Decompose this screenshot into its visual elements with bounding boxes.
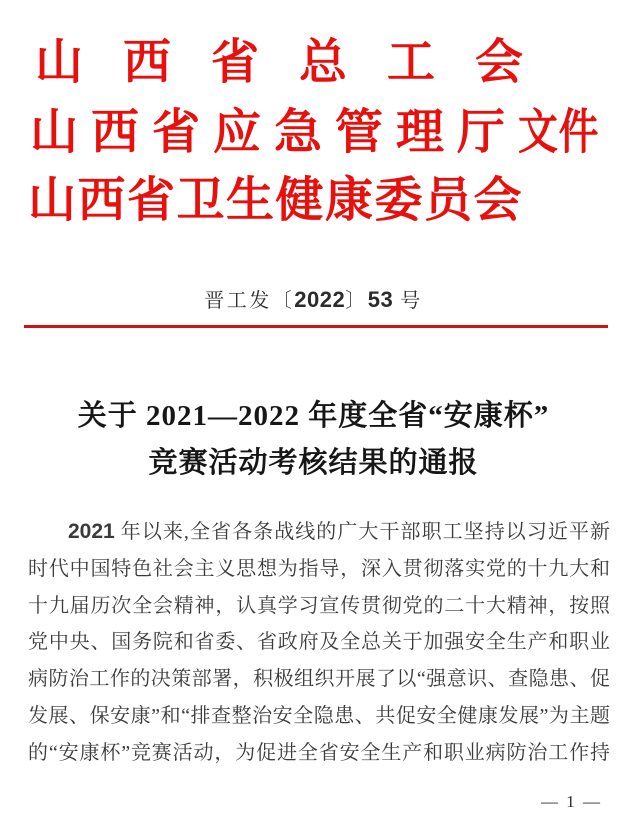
red-separator-line xyxy=(24,325,608,328)
document-number-prefix: 晋工发〔 xyxy=(204,290,295,312)
title-line-1: 关于 2021—2022 年度全省“安康杯” xyxy=(77,400,550,432)
body-line-1 xyxy=(28,514,610,551)
body-line-6: 发展、保安康”和“排查整治安全隐患、共促安全健康发展”为主题 xyxy=(28,704,610,727)
body-line-3: 十九届历次全会精神，认真学习宣传贯彻党的二十大精神，按照 xyxy=(28,594,610,617)
page-number: — 1 — xyxy=(541,792,602,811)
org-line-2-document-suffix: 文件 xyxy=(518,106,600,159)
document-number xyxy=(0,287,627,314)
document-title xyxy=(0,393,627,487)
document-number-serial: 53 xyxy=(367,287,394,312)
body-line-1-text: 年以来,全省各条战线的广大干部职工坚持以习近平新 xyxy=(114,521,610,543)
document-number-bracket-close: 〕 xyxy=(345,290,368,312)
body-paragraph xyxy=(28,514,610,772)
org-name-line-2 xyxy=(30,106,616,159)
title-line-2: 竞赛活动考核结果的通报 xyxy=(148,447,479,479)
org-name-line-3: 山西省卫生健康委员会 xyxy=(28,174,524,227)
body-line-4: 党中央、国务院和省委、省政府及全总关于加强安全生产和职业 xyxy=(28,631,610,654)
body-line-5: 病防治工作的决策部署，积极组织开展了以“强意识、查隐患、促 xyxy=(28,668,610,691)
body-line-2: 时代中国特色社会主义思想为指导，深入贯彻落实党的十九大和 xyxy=(28,557,610,580)
body-line-1-year-number: 2021 xyxy=(68,520,115,543)
org-name-line-2-text: 山西省应急管理厅 xyxy=(30,106,519,159)
document-number-suffix: 号 xyxy=(400,290,423,312)
body-line-7: 的“安康杯”竞赛活动，为促进全省安全生产和职业病防治工作持 xyxy=(28,741,610,764)
document-number-year: 2022 xyxy=(294,287,346,312)
org-name-line-1: 山西省总工会 xyxy=(35,36,564,89)
